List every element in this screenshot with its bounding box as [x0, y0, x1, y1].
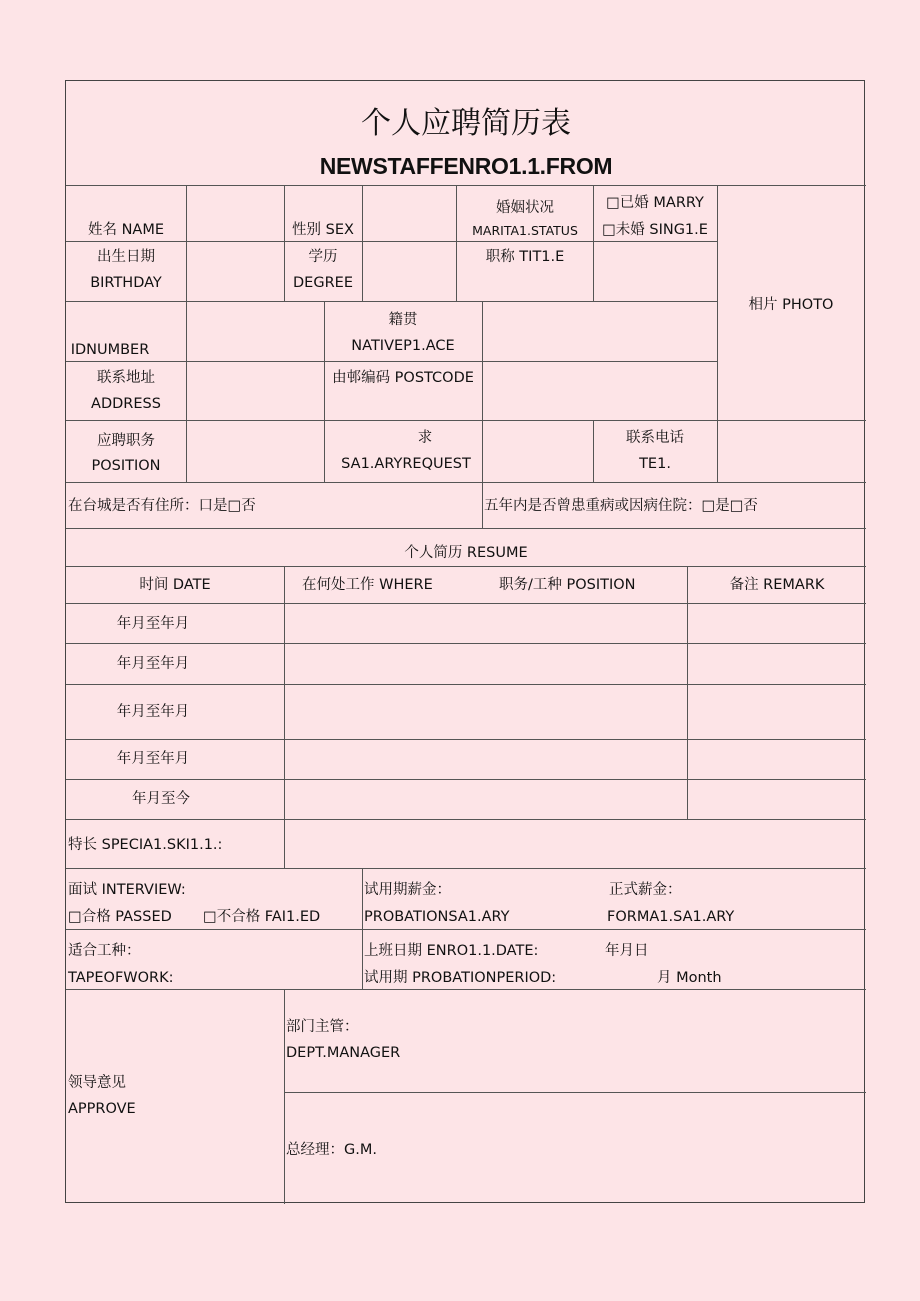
row-divider — [66, 361, 717, 362]
label-work-type-en: TAPEOFWORK: — [68, 970, 174, 986]
row-divider — [66, 989, 866, 990]
question-residence[interactable]: 在台城是否有住所：口是□否 — [68, 498, 256, 514]
col-divider — [482, 301, 483, 528]
label-postcode: 由邨编码 POSTCODE — [332, 370, 474, 386]
col-divider — [593, 420, 594, 482]
col-divider — [186, 185, 187, 301]
label-dept-manager-en: DEPT.MANAGER — [286, 1045, 401, 1061]
label-enroll-date: 上班日期 ENRO1.1.DATE: — [364, 943, 539, 959]
label-title: 职称 TIT1.E — [485, 249, 565, 265]
label-general-manager: 总经理：G.M. — [286, 1142, 377, 1158]
resume-heading: 个人简历 RESUME — [404, 545, 528, 561]
label-salary-en: SA1.ARYREQUEST — [341, 456, 471, 472]
probation-month-unit: 月 Month — [657, 970, 722, 986]
col-divider — [456, 185, 457, 301]
row-divider — [66, 779, 866, 780]
form-title-cn: 个人应聘简历表 — [361, 106, 571, 141]
question-illness[interactable]: 五年内是否曾患重病或因病住院：□是□否 — [484, 498, 758, 514]
row-divider — [66, 739, 866, 740]
col-header-where: 在何处工作 WHERE — [302, 577, 433, 593]
label-probation-period: 试用期 PROBATIONPERIOD: — [364, 970, 557, 986]
col-divider — [186, 301, 187, 482]
resume-row-date: 年月至年月 — [116, 616, 190, 632]
label-work-type-cn: 适合工种： — [68, 943, 141, 959]
col-divider — [717, 185, 718, 482]
row-divider — [66, 643, 866, 644]
resume-row-date: 年月至年月 — [116, 656, 190, 672]
option-failed[interactable]: □不合格 FAI1.ED — [203, 909, 321, 925]
label-address-cn: 联系地址 — [97, 370, 155, 386]
col-divider — [362, 868, 363, 989]
option-passed[interactable]: □合格 PASSED — [68, 909, 172, 925]
label-native-cn: 籍贯 — [388, 312, 418, 328]
label-approve-en: APPROVE — [68, 1101, 136, 1117]
row-divider — [66, 482, 866, 483]
form-title-en: NEWSTAFFENRO1.1.FROM — [319, 153, 613, 179]
label-native-en: NATIVEP1.ACE — [351, 338, 455, 354]
resume-row-date: 年月至年月 — [116, 751, 190, 767]
label-marital-cn: 婚姻状况 — [496, 200, 554, 216]
option-single[interactable]: □未婚 SING1.E — [602, 222, 708, 238]
col-divider — [284, 185, 285, 301]
label-phone-en: TE1. — [639, 456, 671, 472]
row-divider — [66, 301, 717, 302]
label-formal-salary-en: FORMA1.SA1.ARY — [607, 909, 735, 925]
resume-row-date: 年月至今 — [132, 791, 190, 807]
label-skills: 特长 SPECIA1.SKI1.1.: — [68, 837, 223, 853]
label-phone-cn: 联系电话 — [626, 430, 684, 446]
row-divider — [66, 603, 866, 604]
col-divider — [284, 989, 285, 1204]
label-probation-salary-en: PROBATIONSA1.ARY — [364, 909, 510, 925]
label-idnumber: IDNUMBER — [70, 342, 150, 358]
label-photo: 相片 PHOTO — [748, 297, 834, 313]
resume-row-date: 年月至年月 — [116, 704, 190, 720]
label-name: 姓名 NAME — [87, 222, 165, 238]
col-divider — [687, 566, 688, 819]
col-divider — [362, 185, 363, 301]
col-header-date: 时间 DATE — [139, 577, 211, 593]
row-divider — [66, 528, 866, 529]
label-position-en: POSITION — [91, 458, 161, 474]
option-married[interactable]: □已婚 MARRY — [606, 195, 704, 211]
row-divider — [66, 819, 866, 820]
label-formal-salary-cn: 正式薪金： — [609, 882, 682, 898]
row-divider — [66, 868, 866, 869]
application-form — [65, 80, 865, 1203]
label-address-en: ADDRESS — [91, 396, 161, 412]
label-degree-en: DEGREE — [293, 275, 353, 291]
col-divider — [324, 301, 325, 482]
label-birthday-en: BIRTHDAY — [90, 275, 162, 291]
row-divider — [66, 241, 717, 242]
row-divider — [66, 566, 866, 567]
label-marital-en: MARITA1.STATUS — [472, 223, 578, 238]
label-salary-cn: 求 — [417, 430, 433, 446]
label-approve-cn: 领导意见 — [68, 1075, 126, 1091]
label-dept-manager-cn: 部门主管： — [286, 1019, 359, 1035]
label-sex: 性别 SEX — [292, 222, 354, 238]
row-divider — [66, 929, 866, 930]
col-header-remark: 备注 REMARK — [729, 577, 825, 593]
label-birthday-cn: 出生日期 — [97, 249, 155, 265]
col-divider — [284, 566, 285, 868]
row-divider — [284, 1092, 866, 1093]
col-header-position: 职务/工种 POSITION — [499, 577, 636, 593]
label-degree-cn: 学历 — [308, 249, 338, 265]
label-probation-salary-cn: 试用期薪金： — [364, 882, 451, 898]
enroll-date-units: 年月日 — [605, 943, 649, 959]
label-interview: 面试 INTERVIEW: — [68, 882, 186, 898]
row-divider — [66, 684, 866, 685]
col-divider — [593, 185, 594, 301]
label-position-cn: 应聘职务 — [97, 433, 155, 449]
